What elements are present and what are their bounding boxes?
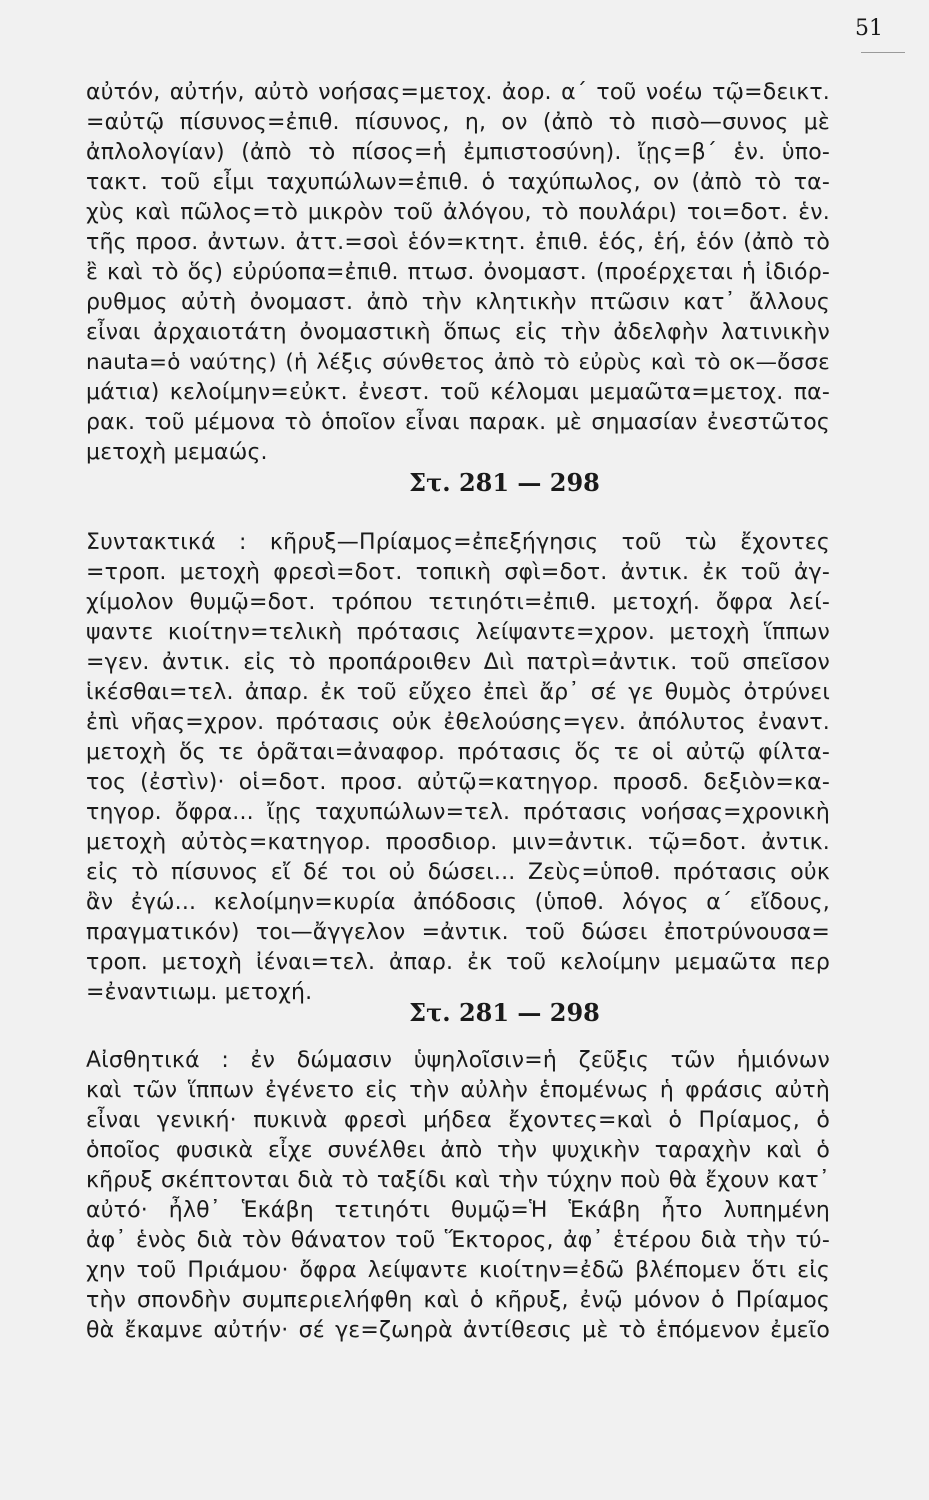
text-line: τῆς προσ. ἀντων. ἀττ.=σοὶ ἑόν=κτητ. ἐπιθ. ἑός, ἑή, ἑόν (ἀπὸ τὸ	[86, 230, 830, 255]
text-line: ἐπὶ νῆας=χρον. πρότασις οὐκ ἐθελούσης=γεν. ἀπόλυτος ἐναντ.	[86, 710, 830, 735]
text-line: χην τοῦ Πριάμου· ὄφρα λείψαντε κιοίτην=ἐδῶ βλέπομεν ὅτι εἰς	[86, 1258, 830, 1283]
section-heading-1: Στ. 281 — 298	[409, 468, 600, 497]
text-line: ρυθμος αὐτὴ ὀνομαστ. ἀπὸ τὴν κλητικὴν πτῶσιν κατ᾽ ἄλλους	[86, 290, 830, 315]
text-line: ἱκέσθαι=τελ. ἀπαρ. ἐκ τοῦ εὔχεο ἐπεὶ ἄρ᾽ σέ γε θυμὸς ὀτρύνει	[86, 680, 830, 705]
text-line: εἰς τὸ πίσυνος εἴ δέ τοι οὐ δώσει... Ζεὺς=ὑποθ. πρότασις οὐκ	[86, 860, 830, 885]
text-line: Συντακτικά : κῆρυξ—Πρίαμος=ἐπεξήγησις τοῦ τὼ ἔχοντες	[86, 530, 830, 555]
text-line: ἀφ᾽ ἑνὸς διὰ τὸν θάνατον τοῦ Ἕκτορος, ἀφ᾽ ἑτέρου διὰ τὴν τύ-	[86, 1228, 830, 1253]
text-line: ἒ καὶ τὸ ὅς) εὐρύοπα=ἐπιθ. πτωσ. ὀνομαστ. (προέρχεται ἡ ἰδιόρ-	[86, 260, 830, 285]
text-line: ψαντε κιοίτην=τελικὴ πρότασις λείψαντε=χρον. μετοχὴ ἵππων	[86, 620, 830, 645]
text-line: μετοχὴ μεμαώς.	[86, 440, 268, 465]
text-line: ρακ. τοῦ μέμονα τὸ ὁποῖον εἶναι παρακ. μὲ σημασίαν ἐνεστῶτος	[86, 410, 830, 435]
text-line: καὶ τῶν ἵππων ἐγένετο εἰς τὴν αὐλὴν ἑπομένως ἡ φράσις αὐτὴ	[86, 1078, 830, 1103]
text-line: αὐτόν, αὐτήν, αὐτὸ νοήσας=μετοχ. ἀορ. α΄ τοῦ νοέω τῷ=δεικτ.	[86, 80, 830, 105]
text-line: τος (ἐστὶν)· οἱ=δοτ. προσ. αὐτῷ=κατηγορ. προσδ. δεξιὸν=κα-	[86, 770, 830, 795]
text-line: ἀπλολογίαν) (ἀπὸ τὸ πίσος=ἡ ἐμπιστοσύνη). ἴῃς=β΄ ἑν. ὑπο-	[86, 140, 830, 165]
intro-paragraph	[86, 78, 830, 468]
text-line: πραγματικόν) τοι—ἄγγελον =ἀντικ. τοῦ δώσει ἐποτρύνουσα=	[86, 920, 830, 945]
text-line: μετοχὴ αὐτὸς=κατηγορ. προσδιορ. μιν=ἀντικ. τῷ=δοτ. ἀντικ.	[86, 830, 830, 855]
text-line: Αἰσθητικά : ἐν δώμασιν ὑψηλοῖσιν=ἡ ζεῦξις τῶν ἡμιόνων	[86, 1048, 830, 1073]
text-line: θὰ ἔκαμνε αὐτήν· σέ γε=ζωηρὰ ἀντίθεσις μὲ τὸ ἑπόμενον ἐμεῖο	[86, 1318, 830, 1343]
text-line: τὴν σπονδὴν συμπεριελήφθη καὶ ὁ κῆρυξ, ἐνῷ μόνον ὁ Πρίαμος	[86, 1288, 830, 1313]
text-line: εἶναι ἀρχαιοτάτη ὀνομαστικὴ ὅπως εἰς τὴν ἀδελφὴν λατινικὴν	[86, 320, 830, 345]
text-line: χὺς καὶ πῶλος=τὸ μικρὸν τοῦ ἀλόγου, τὸ πουλάρι) τοι=δοτ. ἑν.	[86, 200, 830, 225]
text-line: τροπ. μετοχὴ ἰέναι=τελ. ἀπαρ. ἐκ τοῦ κελοίμην μεμαῶτα περ	[86, 950, 830, 975]
text-line: αὐτό· ἦλθ᾽ Ἑκάβη τετιηότι θυμῷ=Ἡ Ἑκάβη ἦτο λυπημένη	[86, 1198, 830, 1223]
text-line: τακτ. τοῦ εἶμι ταχυπώλων=ἐπιθ. ὁ ταχύπωλος, ον (ἀπὸ τὸ τα-	[86, 170, 830, 195]
syntax-paragraph	[86, 528, 830, 1008]
header-rule	[861, 52, 905, 53]
text-line: μάτια) κελοίμην=εὐκτ. ἐνεστ. τοῦ κέλομαι μεμαῶτα=μετοχ. πα-	[86, 380, 830, 405]
text-line: χίμολον θυμῷ=δοτ. τρόπου τετιηότι=ἐπιθ. μετοχή. ὄφρα λεί-	[86, 590, 830, 615]
text-line: =αὐτῷ πίσυνος=ἐπιθ. πίσυνος, η, ον (ἀπὸ τὸ πισὸ—συνος μὲ	[86, 110, 830, 135]
text-line: =τροπ. μετοχὴ φρεσὶ=δοτ. τοπικὴ σφὶ=δοτ. ἀντικ. ἐκ τοῦ ἀγ-	[86, 560, 830, 585]
page-number: 51	[855, 16, 883, 41]
text-line: τηγορ. ὄφρα... ἴῃς ταχυπώλων=τελ. πρότασις νοήσας=χρονικὴ	[86, 800, 830, 825]
aesthetics-paragraph	[86, 1046, 830, 1346]
section-heading-2: Στ. 281 — 298	[409, 998, 600, 1027]
text-line: εἶναι γενική· πυκινὰ φρεσὶ μήδεα ἔχοντες=καὶ ὁ Πρίαμος, ὁ	[86, 1108, 830, 1133]
text-line: κῆρυξ σκέπτονται διὰ τὸ ταξίδι καὶ τὴν τύχην ποὺ θὰ ἔχουν κατ᾽	[86, 1168, 830, 1193]
text-line: =ἐναντιωμ. μετοχή.	[86, 980, 313, 1005]
text-line: ὁποῖος φυσικὰ εἶχε συνέλθει ἀπὸ τὴν ψυχικὴν ταραχὴν καὶ ὁ	[86, 1138, 830, 1163]
text-line: =γεν. ἀντικ. εἰς τὸ προπάροιθεν Διὶ πατρὶ=ἀντικ. τοῦ σπεῖσον	[86, 650, 830, 675]
text-line: nauta=ὁ ναύτης) (ἡ λέξις σύνθετος ἀπὸ τὸ εὐρὺς καὶ τὸ οκ—ὄσσε	[86, 350, 830, 375]
text-line: μετοχὴ ὅς τε ὁρᾶται=ἀναφορ. πρότασις ὅς τε οἱ αὐτῷ φίλτα-	[86, 740, 830, 765]
text-line: ἂν ἐγώ... κελοίμην=κυρία ἀπόδοσις (ὑποθ. λόγος α΄ εἴδους,	[86, 890, 830, 915]
